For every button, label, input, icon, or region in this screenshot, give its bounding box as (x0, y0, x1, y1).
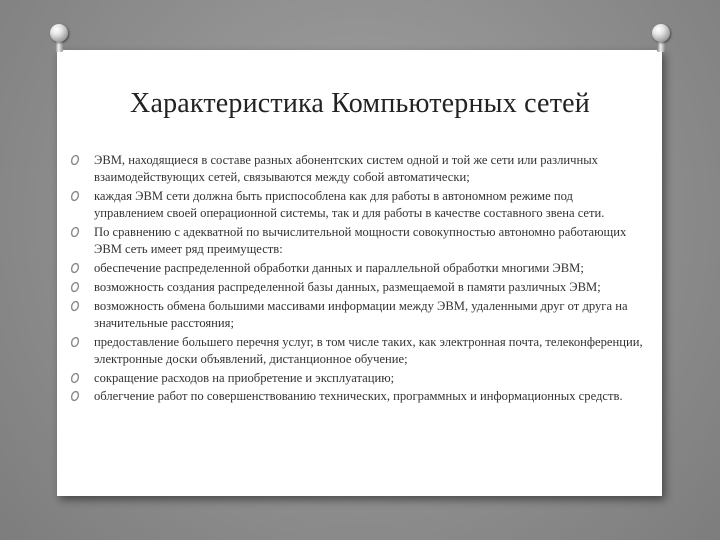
pin-icon (650, 24, 672, 54)
bullet-item (70, 260, 645, 277)
bullet-text: каждая ЭВМ сети должна быть приспособлена как для работы в автономном режиме под управлением своей операционной системы, так и для работы в качестве составного звена сети. (94, 189, 605, 221)
bullet-text: обеспечение распределенной обработки данных и параллельной обработки многими ЭВМ; (94, 261, 584, 275)
oval-bullet-icon (70, 226, 80, 238)
bullet-text: По сравнению с адекватной по вычислительной мощности совокупностью автономно работающих ЭВМ сеть имеет ряд преимуществ: (94, 225, 627, 257)
oval-bullet-icon (70, 154, 80, 166)
bullet-item (70, 224, 645, 258)
oval-bullet-icon (70, 372, 80, 384)
bullet-item (70, 388, 645, 405)
bullet-text: предоставление большего перечня услуг, в том числе таких, как электронная почта, телеконференции, электронные доски объявлений, дистанционное обучение; (94, 334, 643, 366)
bullet-item (70, 370, 645, 387)
bullet-item (70, 334, 645, 368)
oval-bullet-icon (70, 300, 80, 312)
bullet-item (70, 152, 645, 186)
bullet-text: ЭВМ, находящиеся в составе разных абонентских систем одной и той же сети или различных взаимодействующих сетей, связываются между собой автоматически; (94, 153, 598, 185)
oval-bullet-icon (70, 281, 80, 293)
bullet-item (70, 298, 645, 332)
bullet-text: облегчение работ по совершенствованию технических, программных и информационных средств. (94, 389, 623, 404)
pin-icon (48, 24, 70, 54)
bullet-item (70, 188, 645, 222)
bullet-text: возможность создания распределенной базы данных, размещаемой в памяти различных ЭВМ; (94, 279, 601, 294)
oval-bullet-icon (70, 262, 80, 274)
bullet-list (70, 152, 645, 407)
bullet-text: сокращение расходов на приобретение и эксплуатацию; (94, 370, 395, 385)
oval-bullet-icon (70, 336, 80, 348)
oval-bullet-icon (70, 190, 80, 202)
slide-title: Характеристика Компьютерных сетей (130, 88, 590, 119)
bullet-text: возможность обмена большими массивами информации между ЭВМ, удаленными друг от друга на значительные расстояния; (94, 298, 628, 330)
oval-bullet-icon (70, 390, 80, 402)
bullet-item (70, 279, 645, 296)
